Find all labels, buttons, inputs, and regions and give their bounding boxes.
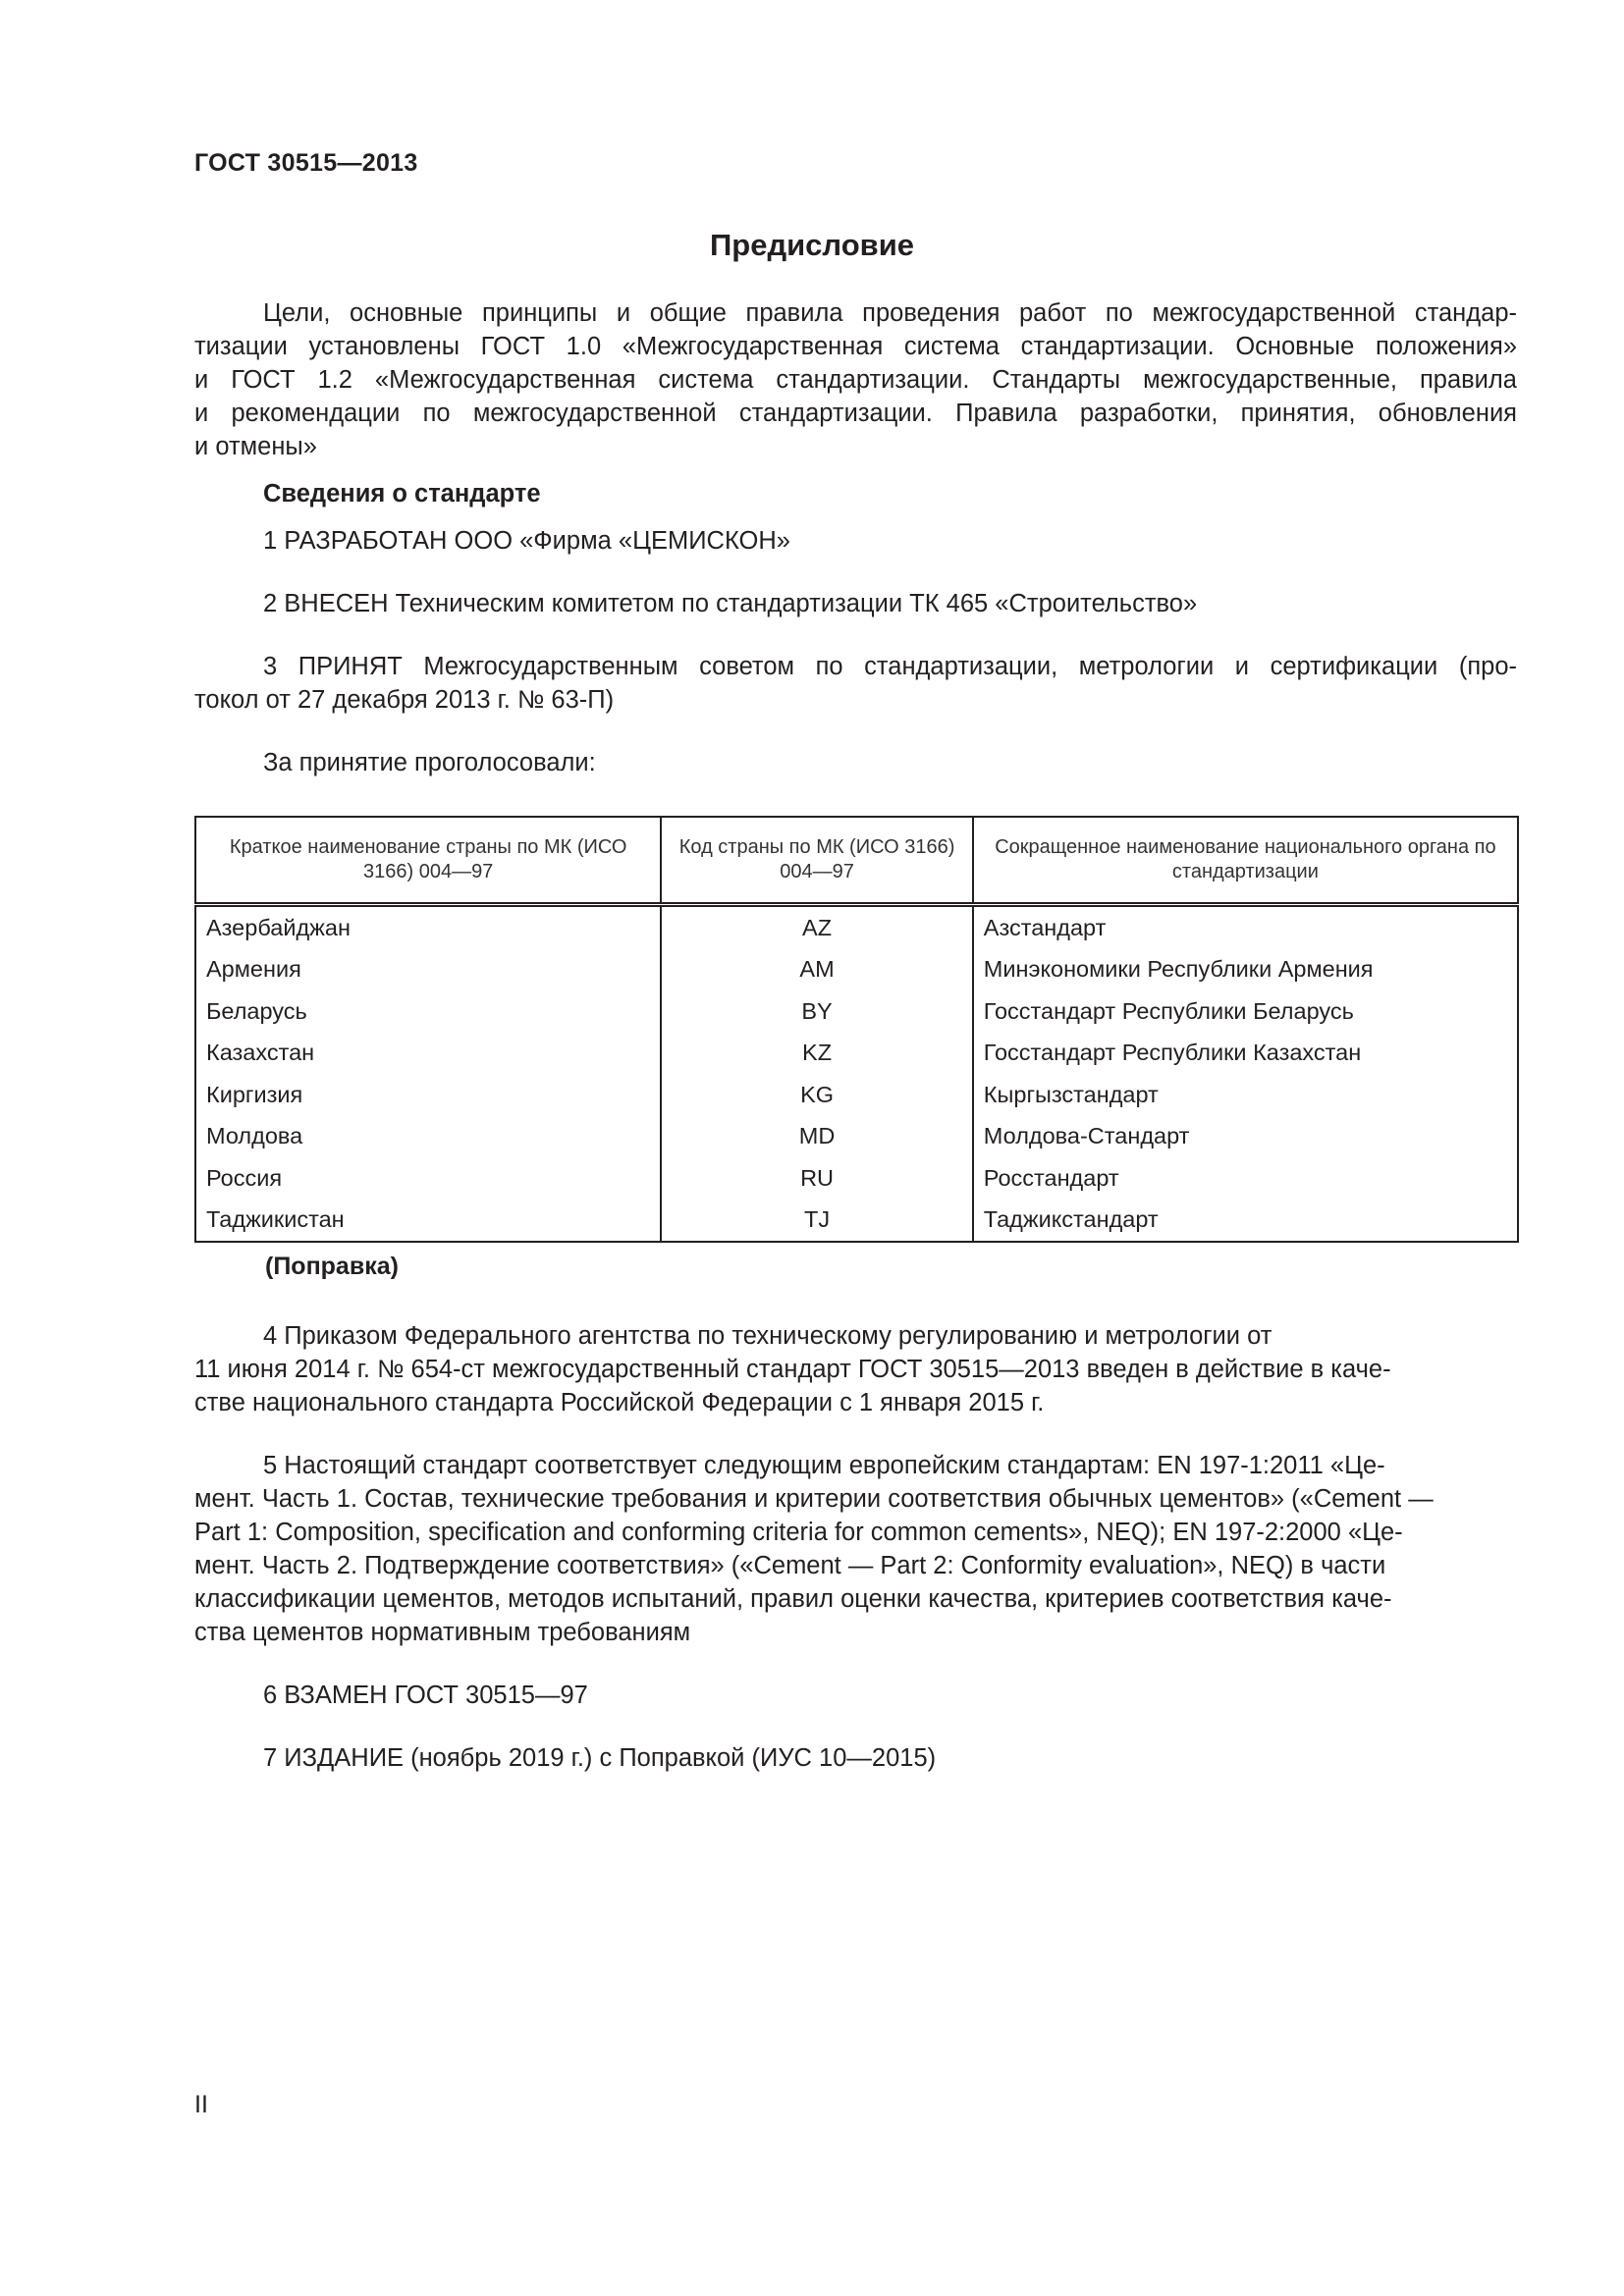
- voted-label: За принятие проголосовали:: [263, 749, 596, 776]
- table-row: [195, 1116, 1518, 1158]
- cell-body: Азстандарт: [973, 905, 1518, 949]
- cell-country: Молдова: [195, 1116, 661, 1158]
- header-country: Краткое наименование страны по МК (ИСО 3166) 004—97: [195, 817, 661, 905]
- standard-id: ГОСТ 30515—2013: [194, 149, 418, 177]
- table-row: [195, 990, 1518, 1033]
- table-header-row: [195, 817, 1518, 905]
- item-7: 7 ИЗДАНИЕ (ноябрь 2019 г.) с Поправкой (ИУС 10—2015): [263, 1744, 937, 1772]
- intro-line-5: и отмены»: [194, 433, 317, 460]
- cell-country: Киргизия: [195, 1074, 661, 1116]
- cell-body: Госстандарт Республики Казахстан: [973, 1033, 1518, 1075]
- cell-country: Россия: [195, 1157, 661, 1200]
- cell-code: MD: [661, 1116, 972, 1158]
- cell-code: AZ: [661, 905, 972, 949]
- item-5-line-5: классификации цементов, методов испытаний, правил оценки качества, критериев соответствия каче-: [194, 1585, 1392, 1613]
- cell-code: BY: [661, 990, 972, 1033]
- cell-body: Таджикстандарт: [973, 1200, 1518, 1243]
- cell-country: Таджикистан: [195, 1200, 661, 1243]
- intro-line-2: тизации установлены ГОСТ 1.0 «Межгосударственная система стандартизации. Основные положения»: [194, 333, 1517, 360]
- page-title: Предисловие: [709, 228, 914, 262]
- table-row: [195, 1033, 1518, 1075]
- cell-code: TJ: [661, 1200, 972, 1243]
- item-4-line-1: 4 Приказом Федерального агентства по техническому регулированию и метрологии от: [263, 1322, 1272, 1350]
- cell-code: KZ: [661, 1033, 972, 1075]
- item-2: 2 ВНЕСЕН Техническим комитетом по стандартизации ТК 465 «Строительство»: [263, 590, 1198, 617]
- cell-code: RU: [661, 1157, 972, 1200]
- item-3-line-1: 3 ПРИНЯТ Межгосударственным советом по стандартизации, метрологии и сертификации (про-: [263, 653, 1517, 680]
- item-4-line-2: 11 июня 2014 г. № 654-ст межгосударственный стандарт ГОСТ 30515—2013 введен в действие в каче-: [194, 1356, 1391, 1383]
- cell-code: AM: [661, 949, 972, 991]
- header-code: Код страны по МК (ИСО 3166) 004—97: [661, 817, 972, 905]
- item-5-line-6: ства цементов нормативным требованиям: [194, 1619, 691, 1646]
- cell-body: Росстандарт: [973, 1157, 1518, 1200]
- item-4-line-3: стве национального стандарта Российской Федерации с 1 января 2015 г.: [194, 1389, 1045, 1416]
- foreword-body-continued: [194, 1319, 1517, 1775]
- cell-country: Азербайджан: [195, 905, 661, 949]
- item-5-line-3: Part 1: Composition, specification and conforming criteria for common cements», NEQ); EN 197-2:2000 «Це-: [194, 1519, 1403, 1546]
- foreword-body: [194, 296, 1517, 779]
- table-row: [195, 1074, 1518, 1116]
- info-heading: Сведения о стандарте: [263, 480, 541, 507]
- item-5-line-4: мент. Часть 2. Подтверждение соответствия» («Cement — Part 2: Conformity evaluation», NEQ) в части: [194, 1552, 1386, 1579]
- table-row: [195, 949, 1518, 991]
- item-5-line-2: мент. Часть 1. Состав, технические требования и критерии соответствия обычных цементов» («Cement —: [194, 1485, 1434, 1513]
- table-row: [195, 1200, 1518, 1243]
- cell-body: Кыргызстандарт: [973, 1074, 1518, 1116]
- item-1: 1 РАЗРАБОТАН ООО «Фирма «ЦЕМИСКОН»: [263, 527, 790, 555]
- item-3-line-2: токол от 27 декабря 2013 г. № 63-П): [194, 686, 615, 714]
- intro-line-4: и рекомендации по межгосударственной стандартизации. Правила разработки, принятия, обновления: [194, 400, 1517, 427]
- item-6: 6 ВЗАМЕН ГОСТ 30515—97: [263, 1682, 588, 1709]
- cell-code: KG: [661, 1074, 972, 1116]
- cell-country: Беларусь: [195, 990, 661, 1033]
- correction-label: (Поправка): [265, 1253, 399, 1280]
- item-5-line-1: 5 Настоящий стандарт соответствует следующим европейским стандартам: EN 197-1:2011 «Це-: [263, 1452, 1385, 1479]
- header-body: Сокращенное наименование национального органа по стандартизации: [973, 817, 1518, 905]
- cell-country: Казахстан: [195, 1033, 661, 1075]
- cell-body: Молдова-Стандарт: [973, 1116, 1518, 1158]
- cell-body: Госстандарт Республики Беларусь: [973, 990, 1518, 1033]
- cell-body: Минэкономики Республики Армения: [973, 949, 1518, 991]
- intro-line-3: и ГОСТ 1.2 «Межгосударственная система стандартизации. Стандарты межгосударственные, правила: [194, 366, 1517, 394]
- voting-table: [194, 816, 1519, 1243]
- table-row: [195, 905, 1518, 949]
- page-number: II: [194, 2091, 208, 2118]
- table-row: [195, 1157, 1518, 1200]
- intro-line-1: Цели, основные принципы и общие правила проведения работ по межгосударственной стандар-: [263, 299, 1517, 327]
- cell-country: Армения: [195, 949, 661, 991]
